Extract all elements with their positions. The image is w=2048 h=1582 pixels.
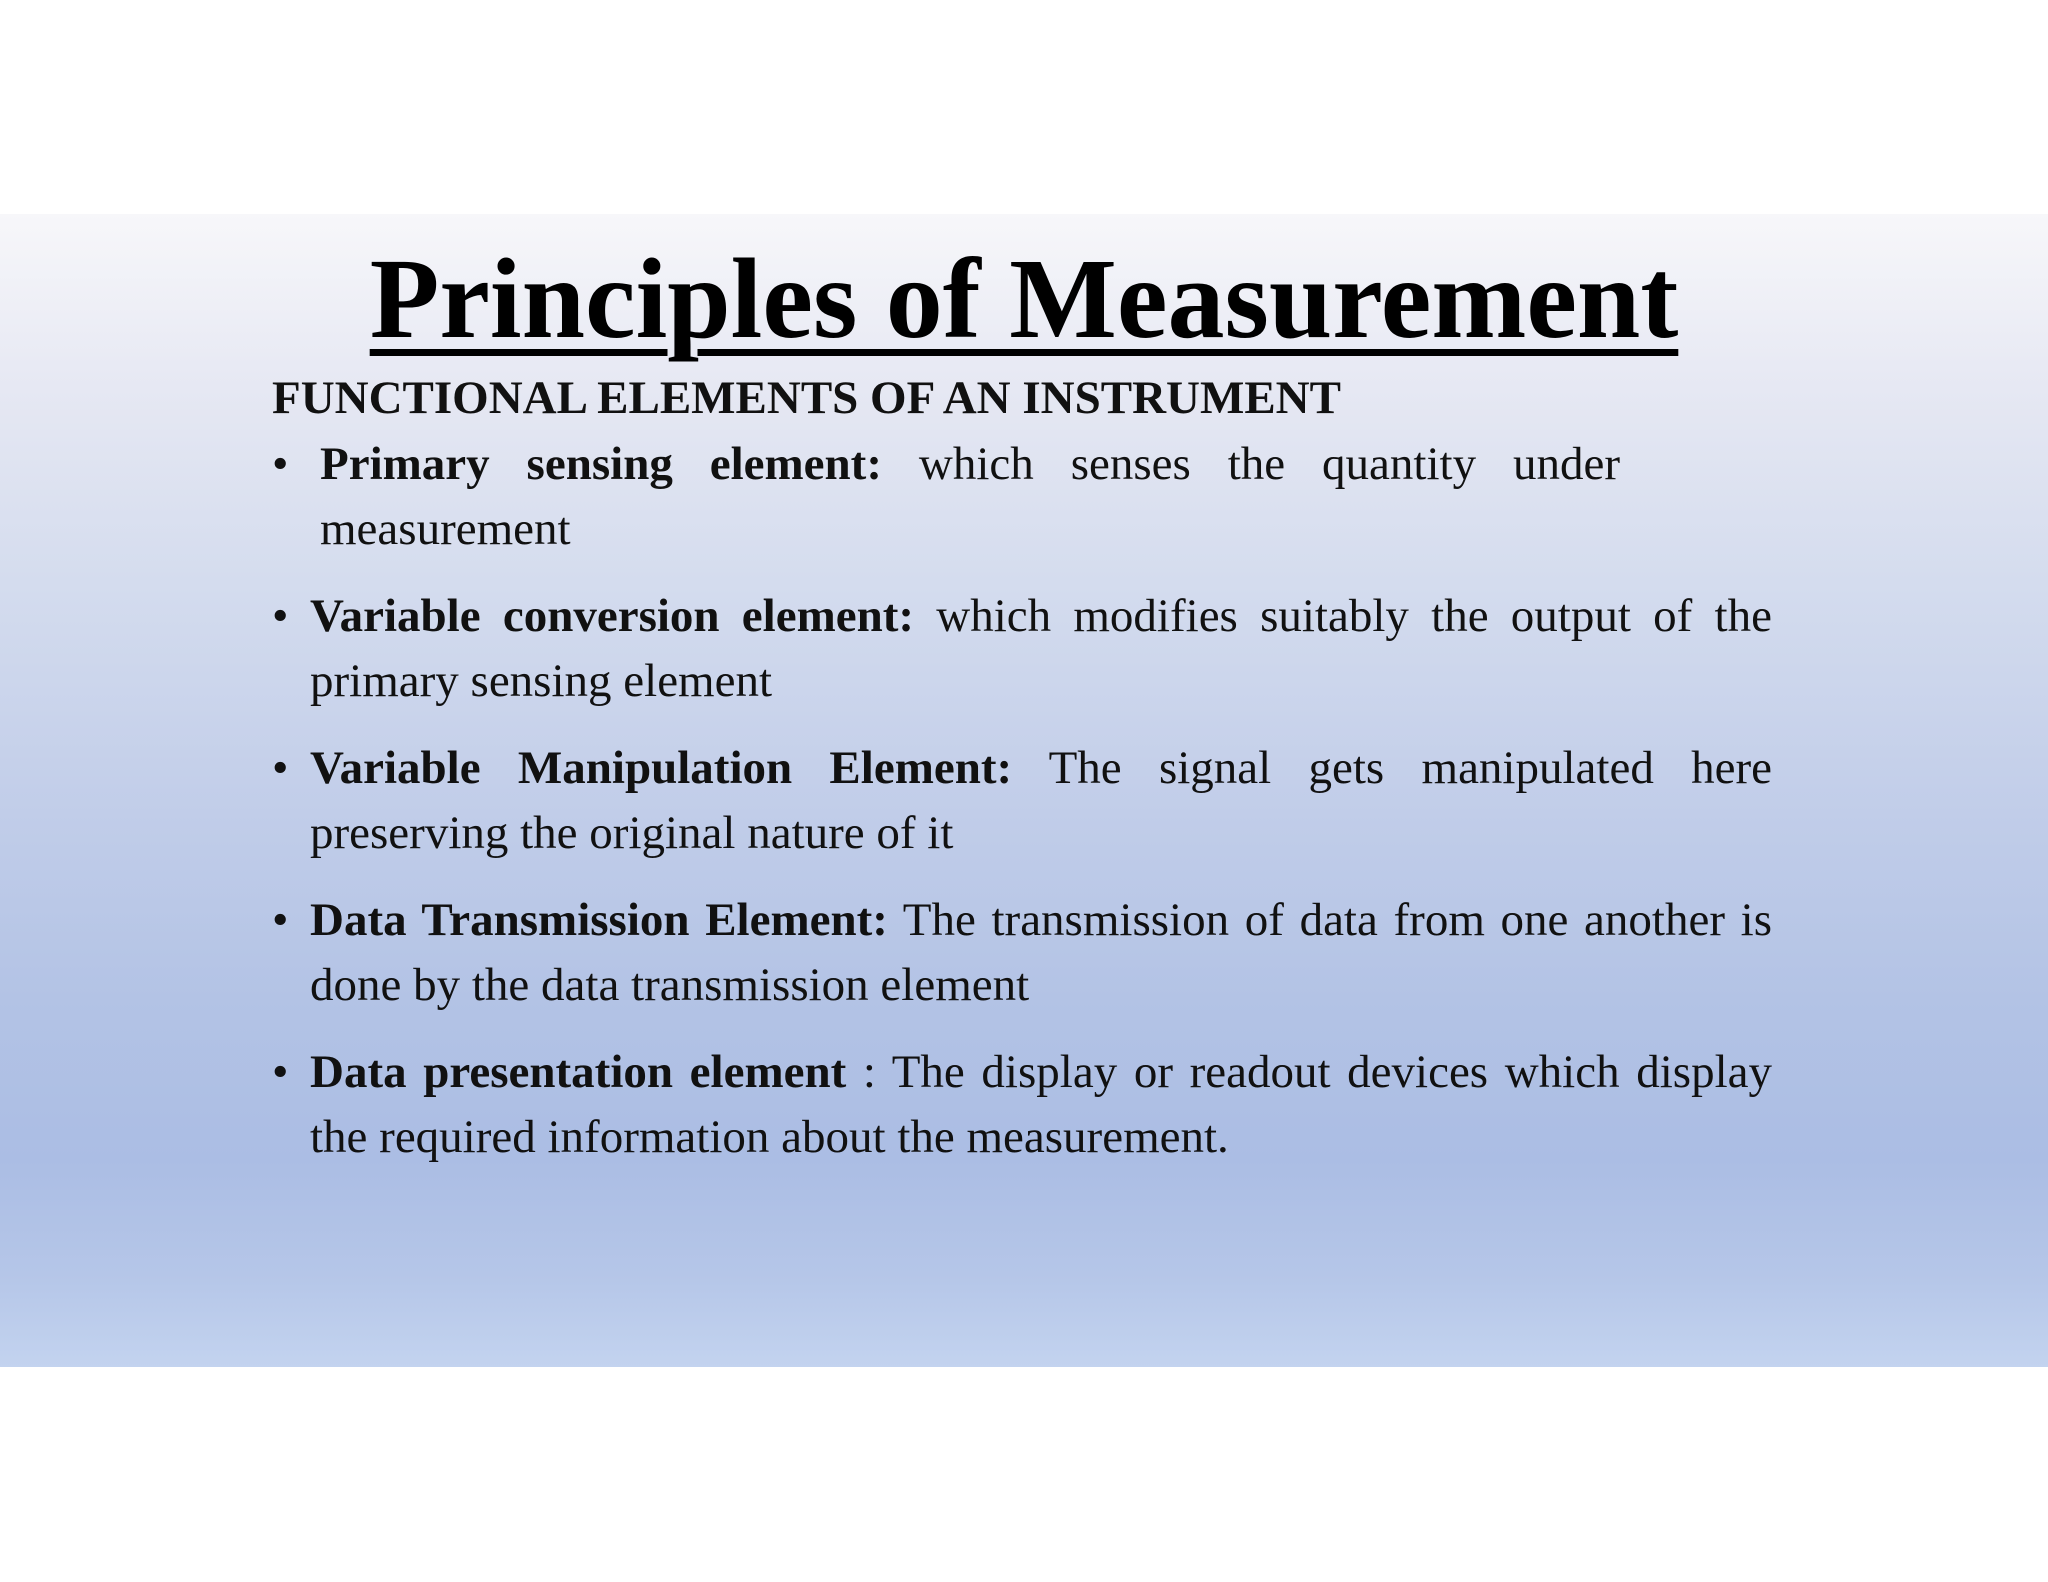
slide-subtitle: FUNCTIONAL ELEMENTS OF AN INSTRUMENT xyxy=(272,372,1341,424)
bullet-dot-icon: • xyxy=(272,1046,289,1098)
bullet-text: which senses the quantity under measurement xyxy=(320,438,1621,555)
slide xyxy=(0,214,2048,1367)
bullet-text: The signal gets manipulated here preserving the original nature of it xyxy=(310,742,1772,859)
bullet-dot-icon: • xyxy=(272,590,289,642)
bullet-term: Variable Manipulation Element: xyxy=(310,742,1013,794)
bullet-text: The transmission of data from one another is done by the data transmission element xyxy=(310,894,1772,1011)
bullet-item-data-transmission xyxy=(272,888,1772,1018)
bullet-item-variable-conversion xyxy=(272,584,1772,714)
bullet-list xyxy=(272,432,1772,1192)
bullet-item-variable-manipulation xyxy=(272,736,1772,866)
bullet-item-primary-sensing xyxy=(272,432,1620,562)
bullet-text: : The display or readout devices which display the required information about the measurement. xyxy=(310,1046,1772,1163)
bullet-term: Variable conversion element: xyxy=(310,590,915,642)
bullet-dot-icon: • xyxy=(272,894,289,946)
bullet-text: which modifies suitably the output of the primary sensing element xyxy=(310,590,1772,707)
bullet-item-data-presentation xyxy=(272,1040,1772,1170)
bullet-term: Data Transmission Element: xyxy=(310,894,888,946)
bullet-term: Primary sensing element: xyxy=(320,438,882,490)
bullet-dot-icon: • xyxy=(272,742,289,794)
slide-title: Principles of Measurement xyxy=(369,235,1679,362)
bullet-dot-icon: • xyxy=(272,438,289,490)
bullet-term: Data presentation element xyxy=(310,1046,847,1098)
